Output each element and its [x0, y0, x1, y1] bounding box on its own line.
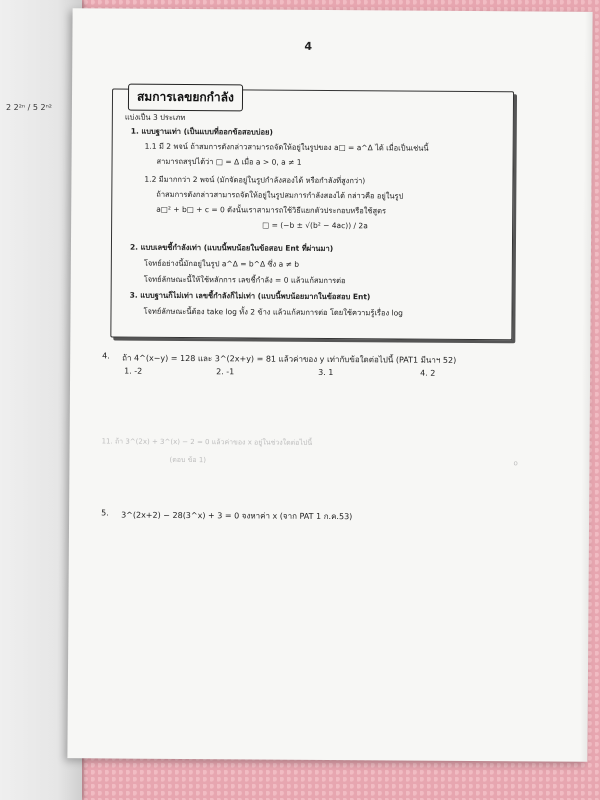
- question-4-choice-1: 1. -2: [124, 366, 143, 376]
- document-page: [67, 8, 592, 762]
- section-1-1-line-b: สามารถสรุปได้ว่า □ = Δ เมื่อ a > 0, a ≠ 1: [156, 156, 302, 167]
- box-intro: แบ่งเป็น 3 ประเภท: [124, 112, 186, 122]
- question-5-text: 3^(2x+2) − 28(3^x) + 3 = 0 จงหาค่า x (จาก PAT 1 ก.ค.53): [121, 510, 353, 522]
- section-3-heading: 3. แบบฐานก็ไม่เท่า เลขชี้กำลังก็ไม่เท่า (แบบนี้พบน้อยมากในข้อสอบ Ent): [129, 290, 371, 302]
- section-1-2-line-a: 1.2 มีมากกว่า 2 พจน์ (มักจัดอยู่ในรูปกำลังสองได้ หรือกำลังที่สูงกว่า): [144, 174, 366, 186]
- page-number: 4: [304, 39, 313, 53]
- question-4-text: ถ้า 4^(x−y) = 128 และ 3^(2x+y) = 81 แล้วค่าของ y เท่ากับข้อใดต่อไปนี้ (PAT1 มีนาฯ 52): [122, 353, 457, 365]
- question-4-choice-4: 4. 2: [420, 368, 436, 378]
- bleed-through-mark: o: [513, 459, 518, 468]
- question-4-choice-2: 2. -1: [216, 367, 235, 377]
- section-1-2-line-b: ถ้าสมการดังกล่าวสามารถจัดให้อยู่ในรูปสมการกำลังสองได้ กล่าวคือ อยู่ในรูป: [156, 189, 404, 201]
- section-2-line-a: โจทย์อย่างนี้มักอยู่ในรูป a^Δ = b^Δ ซึ่ง a ≠ b: [143, 258, 300, 269]
- section-1-2-line-c: a□² + b□ + c = 0 ดังนั้นเราสามารถใช้วิธีแยกตัวประกอบหรือใช้สูตร: [156, 204, 387, 216]
- question-4-number: 4.: [102, 351, 110, 361]
- section-1-1-line-a: 1.1 มี 2 พจน์ ถ้าสมการดังกล่าวสามารถจัดให้อยู่ในรูปของ a□ = a^Δ ได้ เมื่อเป็นเช่นนี้: [144, 141, 429, 153]
- bleed-through-line-1: 11. ถ้า 3^(2x) + 3^(x) − 2 = 0 แล้วค่าของ x อยู่ในช่วงใดต่อไปนี้: [101, 437, 313, 447]
- section-3-line-a: โจทย์ลักษณะนี้ต้อง take log ทั้ง 2 ข้าง แล้วแก้สมการต่อ โดยใช้ความรู้เรื่อง log: [143, 306, 403, 318]
- left-page-fragment: 2 2²ⁿ / 5 2ⁿ²: [6, 103, 53, 112]
- section-1-heading: 1. แบบฐานเท่า (เป็นแบบที่ออกข้อสอบบ่อย): [130, 126, 273, 137]
- section-2-line-b: โจทย์ลักษณะนี้ให้ใช้หลักการ เลขชี้กำลัง = 0 แล้วแก้สมการต่อ: [143, 274, 346, 286]
- theory-box: [110, 88, 514, 340]
- box-title: สมการเลขยกกำลัง: [128, 84, 243, 112]
- bleed-through-line-2: (ตอบ ข้อ 1): [169, 455, 207, 465]
- question-5-number: 5.: [101, 508, 109, 518]
- quadratic-formula: □ = (−b ± √(b² − 4ac)) / 2a: [262, 220, 368, 231]
- section-2-heading: 2. แบบเลขชี้กำลังเท่า (แบบนี้พบน้อยในข้อสอบ Ent ที่ผ่านมา): [129, 242, 334, 254]
- question-4-choice-3: 3. 1: [318, 367, 334, 378]
